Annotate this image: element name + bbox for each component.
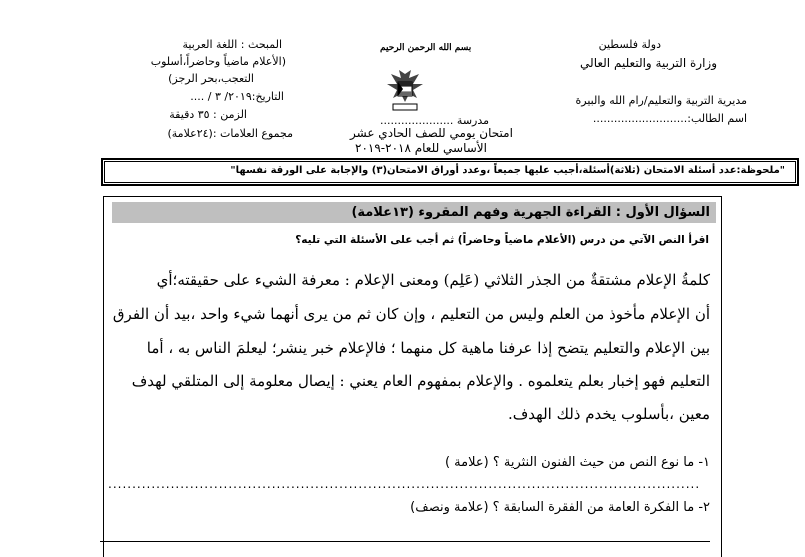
- topic-line-1: (الأعلام ماضياً وحاضراً،أسلوب: [150, 55, 286, 68]
- school-field[interactable]: مدرسة .....................: [380, 114, 490, 127]
- student-name-field[interactable]: اسم الطالب:...........................: [592, 112, 747, 125]
- basmala: بسم الله الرحمن الرحيم: [380, 43, 472, 53]
- divider: [100, 541, 710, 542]
- topic-line-2: التعجب،بحر الرجز): [168, 72, 254, 85]
- exam-title: امتحان يومي للصف الحادي عشر: [350, 126, 513, 140]
- exam-note: "ملحوظة:عدد أسئلة الامتحان (ثلاثة)أسئلة،أجيب عليها جميعاً ،وعدد أوراق الامتحان(٣) والإجابة على الورقة نفسها": [230, 165, 785, 176]
- answer-line-1[interactable]: ...........................................................................................................................: [108, 477, 701, 491]
- ministry-name: وزارة التربية والتعليم العالي: [580, 56, 717, 70]
- question-item-1: ١- ما نوع النص من حيث الفنون النثرية ؟ (علامة ): [444, 455, 710, 470]
- passage-line-4: التعليم فهو إخبار بعلم يتعلموه . والإعلام بمفهوم العام يعني : إيصال معلومة إلى المتلقي لهدف: [131, 372, 710, 390]
- question-item-2: ٢- ما الفكرة العامة من الفقرة السابقة ؟ (علامة ونصف): [410, 500, 710, 515]
- passage-line-5: معين ،بأسلوب يخدم ذلك الهدف.: [507, 405, 710, 423]
- exam-time: الزمن : ٣٥ دقيقة: [169, 108, 247, 121]
- passage-line-2: أن الإعلام مأخوذ من العلم وليس من التعليم ، وإن كان ثم من يرى أنهما شيء واحد ،بيد أن الفرق: [112, 305, 710, 323]
- total-marks: مجموع العلامات :(٢٤علامة): [167, 127, 293, 140]
- exam-year: الأساسي للعام ٢٠١٨-٢٠١٩: [355, 141, 487, 155]
- country-name: دولة فلسطين: [598, 38, 661, 51]
- palestine-emblem-icon: [385, 68, 425, 114]
- directorate-name: مديرية التربية والتعليم/رام الله والبيرة: [575, 94, 747, 107]
- question-1-instruction: اقرأ النص الآتي من درس (الأعلام ماضياً وحاضراً) ثم أجب على الأسئلة التي تليه؟: [295, 234, 709, 246]
- question-1-title: السؤال الأول : القراءة الجهرية وفهم المقروء (١٣علامة): [351, 205, 710, 220]
- passage-line-1: كلمةُ الإعلام مشتقةٌ من الجذر الثلاثي (عَلِم) ومعنى الإعلام : معرفة الشيء على حقيقته؛أي: [156, 271, 710, 289]
- subject: المبحث : اللغة العربية: [182, 38, 282, 51]
- exam-date[interactable]: التاريخ:٢٠١٩/ ٣ / ....: [190, 90, 284, 103]
- passage-line-3: بين الإعلام والتعليم يتضح إذا عرفنا ماهية كل منهما ؛ فالإعلام خبر ينشر؛ ليعلمَ الناس به ، أما: [146, 339, 710, 357]
